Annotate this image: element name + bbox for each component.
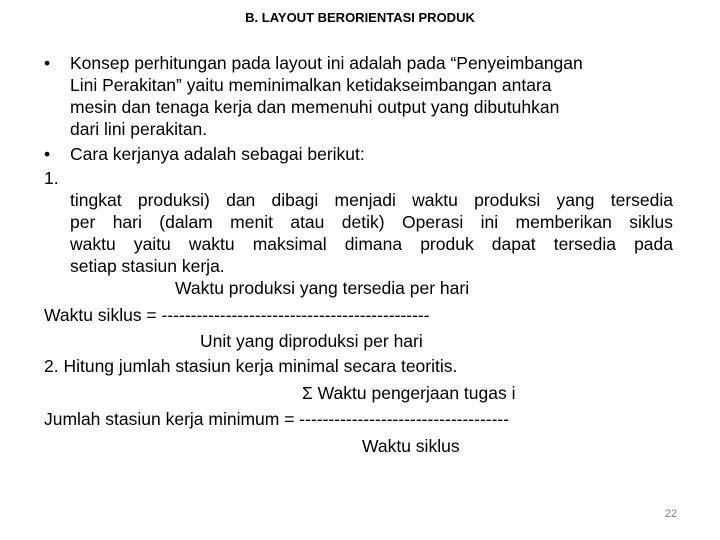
formula2-lhs: Jumlah stasiun kerja minimum = ------------------------------------ (44, 409, 510, 429)
page-number: 22 (664, 508, 677, 520)
formula1-denominator: Unit yang diproduksi per hari (200, 331, 423, 351)
step1-paragraph (70, 189, 673, 277)
step2-text: 2. Hitung jumlah stasiun kerja minimal secara teoritis. (44, 356, 458, 376)
formula2-denominator: Waktu siklus (362, 436, 460, 456)
formula1-numerator: Waktu produksi yang tersedia per hari (175, 278, 470, 298)
slide-title: B. LAYOUT BERORIENTASI PRODUK (245, 10, 475, 25)
bullet1-line: Lini Perakitan” yaitu meminimalkan ketidakseimbangan antara (70, 75, 552, 95)
bullet1-line: Konsep perhitungan pada layout ini adalah pada “Penyeimbangan (70, 53, 583, 73)
step1-number: 1. (44, 168, 59, 188)
step1-line: waktu yaitu waktu maksimal dimana produk dapat tersedia pada (70, 234, 673, 254)
bullet-marker: • (44, 53, 51, 73)
step1-line: setiap stasiun kerja. (70, 256, 225, 276)
step1-line: tingkat produksi) dan dibagi menjadi waktu produksi yang tersedia (70, 190, 673, 210)
formula2-numerator: Σ Waktu pengerjaan tugas i (302, 383, 516, 403)
bullet-marker: • (44, 144, 51, 164)
bullet2-text: Cara kerjanya adalah sebagai berikut: (70, 144, 365, 164)
step1-line: per hari (dalam menit atau detik) Operasi ini memberikan siklus (70, 212, 673, 232)
bullet1-line: mesin dan tenaga kerja dan memenuhi output yang dibutuhkan (70, 97, 560, 117)
formula1-lhs: Waktu siklus = ---------------------------------------------- (44, 305, 430, 325)
bullet1-line: dari lini perakitan. (70, 119, 208, 139)
